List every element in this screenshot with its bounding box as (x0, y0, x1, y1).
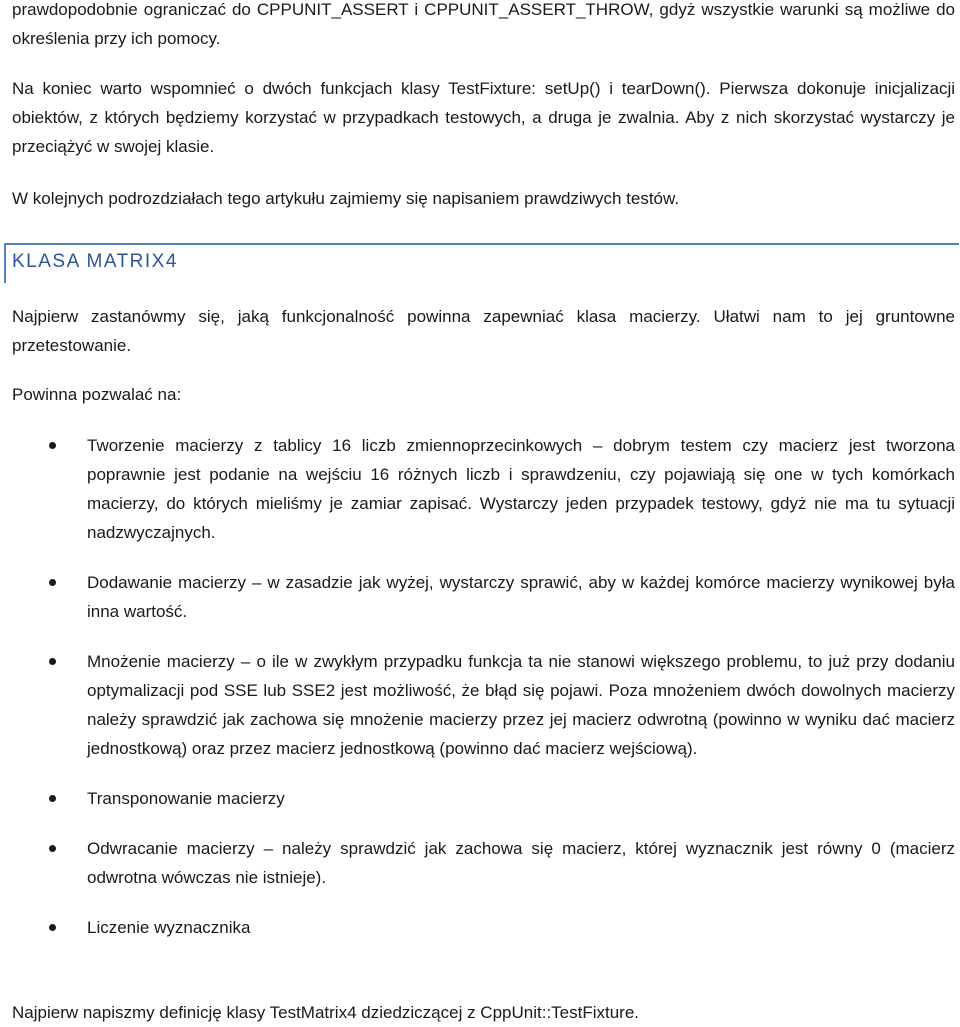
paragraph-should-allow: Powinna pozwalać na: (12, 385, 182, 404)
bullet-icon (49, 845, 56, 852)
list-item (12, 568, 955, 626)
bullet-icon (49, 579, 56, 586)
paragraph-closing: Najpierw napiszmy definicję klasy TestMatrix4 dziedziczącej z CppUnit::TestFixture. (12, 1003, 640, 1022)
list-item-text: Liczenie wyznacznika (87, 918, 251, 937)
feature-list (12, 431, 955, 963)
list-item-text: Mnożenie macierzy – o ile w zwykłym przypadku funkcja ta nie stanowi większego problemu, to już przy dodaniu optymalizacji pod SSE lub SSE2 jest możliwość, że błąd się pojawi. Poza mnożeniem dwóch dowolnych macierzy należy sprawdzić jak zachowa się mnożenie macierzy przez jej macierz odwrotną (powinno w wyniku dać macierz jednostkową) oraz przez macierz jednostkową (powinno dać macierz wejściową). (87, 652, 955, 758)
bullet-icon (49, 795, 56, 802)
list-item (12, 834, 955, 892)
list-item-text: Dodawanie macierzy – w zasadzie jak wyżej, wystarczy sprawić, aby w każdej komórce macierzy wynikowej była inna wartość. (87, 573, 955, 621)
paragraph-fixture: Na koniec warto wspomnieć o dwóch funkcjach klasy TestFixture: setUp() i tearDown(). Pierwsza dokonuje inicjalizacji obiektów, z których będziemy korzystać w przypadkach testowych, a druga je zwalnia. Aby z nich skorzystać wystarczy je przeciążyć w swojej klasie. (12, 79, 955, 156)
list-item (12, 784, 955, 813)
list-item-text: Transponowanie macierzy (87, 789, 285, 808)
heading-left-rule (4, 243, 6, 283)
list-item (12, 431, 955, 547)
list-item-text: Odwracanie macierzy – należy sprawdzić jak zachowa się macierz, której wyznacznik jest równy 0 (macierz odwrotna wówczas nie istnieje). (87, 839, 955, 887)
bullet-icon (49, 924, 56, 931)
list-item (12, 647, 955, 763)
bullet-icon (49, 442, 56, 449)
bullet-icon (49, 658, 56, 665)
paragraph-next: W kolejnych podrozdziałach tego artykułu zajmiemy się napisaniem prawdziwych testów. (12, 189, 680, 208)
list-item (12, 913, 955, 942)
section-heading: KLASA MATRIX4 (12, 251, 178, 272)
section-heading-block (4, 243, 959, 283)
list-item-text: Tworzenie macierzy z tablicy 16 liczb zmiennoprzecinkowych – dobrym testem czy macierz jest tworzona poprawnie jest podanie na wejściu 16 różnych liczb i sprawdzeniu, czy pojawiają się one w tych komórkach macierzy, do których mieliśmy je zamiar zapisać. Wystarczy jeden przypadek testowy, gdyż nie ma tu sytuacji nadzwyczajnych. (87, 436, 955, 542)
paragraph-intro-end: prawdopodobnie ograniczać do CPPUNIT_ASSERT i CPPUNIT_ASSERT_THROW, gdyż wszystkie warunki są możliwe do określenia przy ich pomocy. (12, 0, 955, 48)
paragraph-section-intro: Najpierw zastanówmy się, jaką funkcjonalność powinna zapewniać klasa macierzy. Ułatwi nam to jej gruntowne przetestowanie. (12, 307, 955, 355)
heading-top-rule (4, 243, 959, 245)
